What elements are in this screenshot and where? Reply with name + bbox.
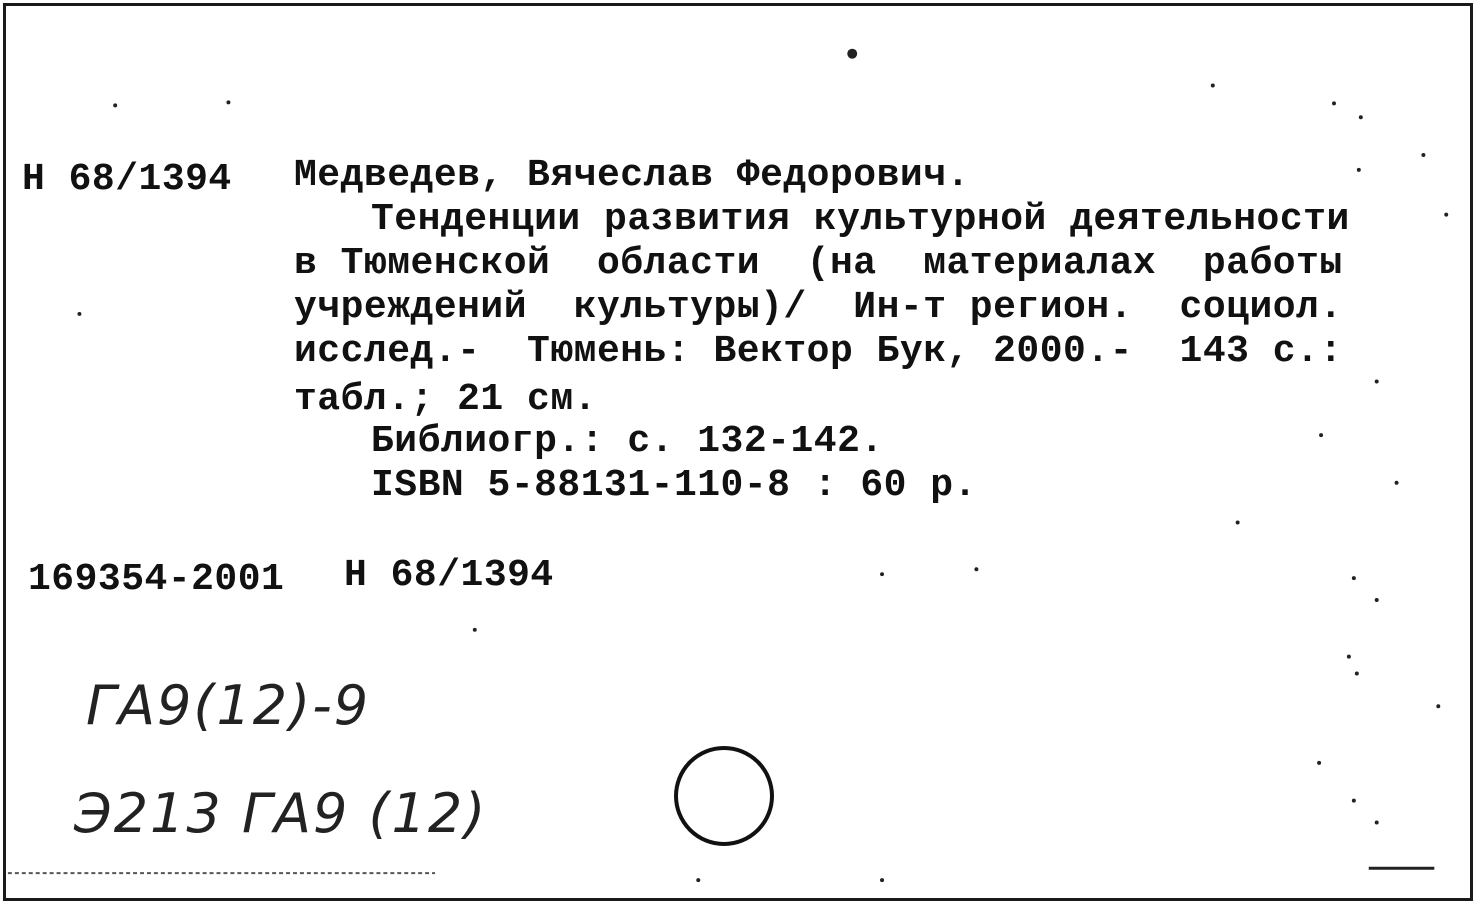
title-line-1: Тенденции развития культурной деятельности [371,198,1350,241]
isbn-price: ISBN 5-88131-110-8 : 60 р. [371,464,977,507]
inventory-call-number: Н 68/1394 [344,554,554,597]
title-line-4: исслед.- Тюмень: Вектор Бук, 2000.- 143 с.: [294,330,1343,373]
handwritten-classification-1: ГА9(12)-9 [86,674,371,737]
call-number: Н 68/1394 [22,158,232,201]
inventory-number: 169354-2001 [28,558,285,601]
title-line-2: в Тюменской области (на материалах работы [294,242,1343,285]
title-line-3: учреждений культуры)/ Ин-т регион. социол. [294,286,1343,329]
bibliography-note: Библиогр.: с. 132-142. [371,420,884,463]
handwritten-classification-2: Э213 ГА9 (12) [74,782,488,845]
circle-mark [674,746,774,846]
catalog-card [3,3,1473,901]
author: Медведев, Вячеслав Федорович. [294,154,970,197]
title-line-5: табл.; 21 см. [294,378,597,421]
